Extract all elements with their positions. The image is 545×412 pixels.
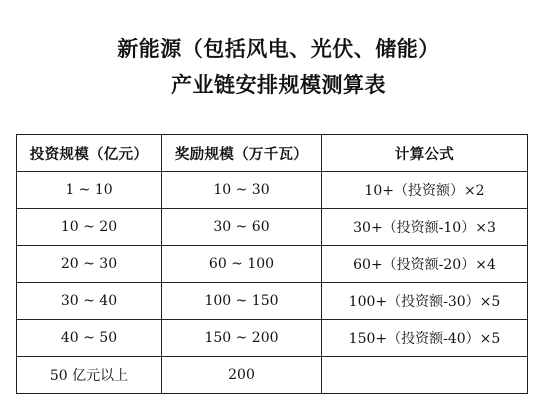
table-row <box>17 172 528 209</box>
cell-formula: 100+（投资额-30）×5 <box>322 283 528 320</box>
cell-formula: 30+（投资额-10）×3 <box>322 209 528 246</box>
cell-investment: 10 ~ 20 <box>17 209 162 246</box>
table-row <box>17 283 528 320</box>
header-formula: 计算公式 <box>322 135 528 172</box>
cell-formula: 60+（投资额-20）×4 <box>322 246 528 283</box>
cell-formula <box>322 357 528 394</box>
cell-investment: 20 ~ 30 <box>17 246 162 283</box>
table-row <box>17 209 528 246</box>
document-title: 新能源（包括风电、光伏、储能） <box>117 37 440 61</box>
table-row <box>17 246 528 283</box>
cell-investment: 50 亿元以上 <box>17 357 162 394</box>
cell-formula: 150+（投资额-40）×5 <box>322 320 528 357</box>
header-investment-scale: 投资规模（亿元） <box>17 135 162 172</box>
cell-investment: 30 ~ 40 <box>17 283 162 320</box>
cell-reward: 30 ~ 60 <box>162 209 322 246</box>
table-row <box>17 357 528 394</box>
cell-reward: 200 <box>162 357 322 394</box>
document-subtitle: 产业链安排规模测算表 <box>171 73 386 97</box>
cell-reward: 100 ~ 150 <box>162 283 322 320</box>
cell-investment: 1 ~ 10 <box>17 172 162 209</box>
cell-reward: 10 ~ 30 <box>162 172 322 209</box>
table-header-row <box>17 135 528 172</box>
header-reward-scale: 奖励规模（万千瓦） <box>162 135 322 172</box>
scale-calculation-table <box>16 134 528 394</box>
cell-investment: 40 ~ 50 <box>17 320 162 357</box>
cell-reward: 150 ~ 200 <box>162 320 322 357</box>
cell-formula: 10+（投资额）×2 <box>322 172 528 209</box>
table-row <box>17 320 528 357</box>
cell-reward: 60 ~ 100 <box>162 246 322 283</box>
